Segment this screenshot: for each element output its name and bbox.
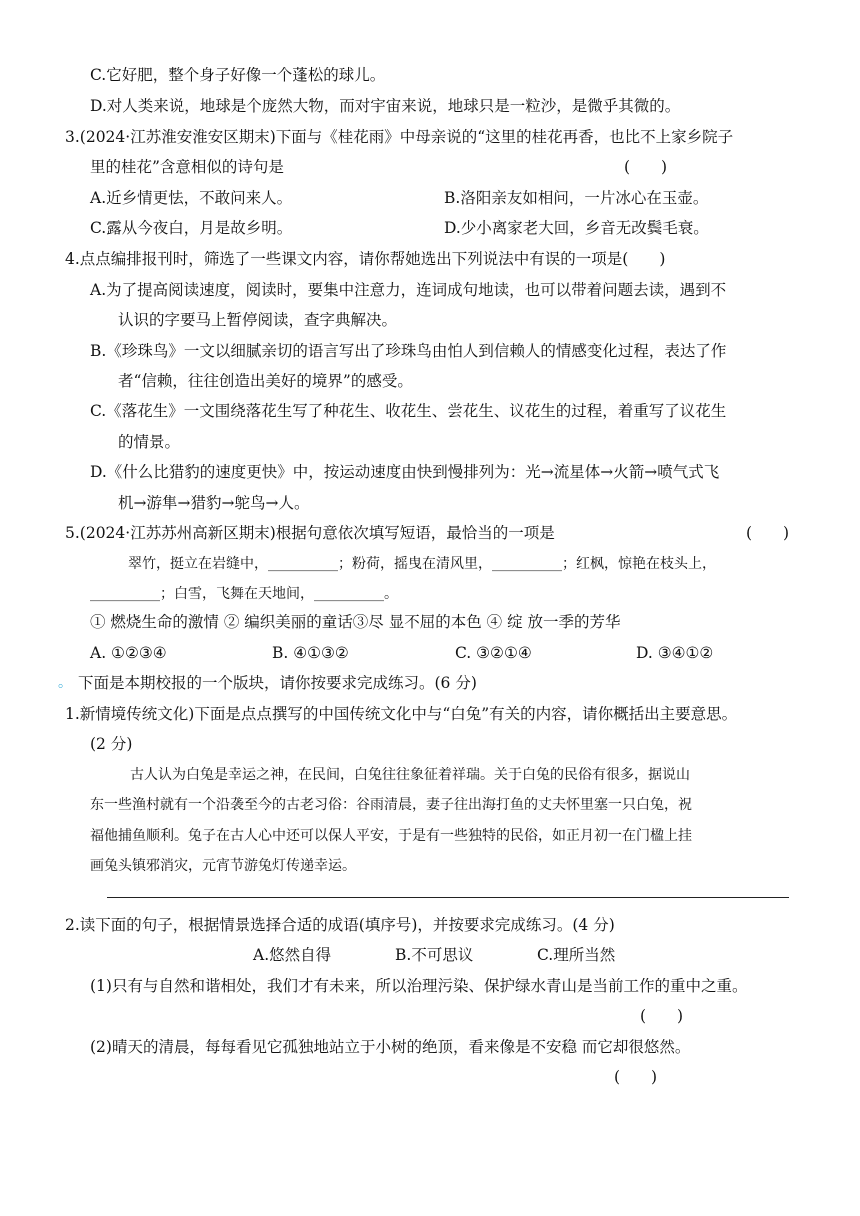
q3-stem-line2: 里的桂花”含意相似的诗句是 <box>90 158 284 176</box>
q5-answer-paren: ( ) <box>746 524 790 542</box>
q4-option-a-line1: A.为了提高阅读速度，阅读时，要集中注意力，连词成句地读，也可以带着问题去读，遇到不 <box>90 281 727 299</box>
s2-sentence-2: (2)晴天的清晨，每每看见它孤独地站立于小树的绝顶，看来像是不安稳 而它却很悠然。 <box>90 1038 691 1056</box>
section-title: 下面是本期校报的一个版块，请你按要求完成练习。(6 分) <box>78 674 477 692</box>
s2-option-c: C.理所当然 <box>537 946 616 964</box>
s2-sentence-1: (1)只有与自然和谐相处，我们才有未来，所以治理污染、保护绿水青山是当前工作的重中之重。 <box>90 977 748 995</box>
q3-answer-paren: ( ) <box>624 158 668 176</box>
q4-option-b-line1: B.《珍珠鸟》一文以细腻亲切的语言写出了珍珠鸟由怕人到信赖人的情感变化过程，表达了作 <box>90 342 727 360</box>
s2-answer-paren-1: ( ) <box>640 1007 684 1025</box>
q5-option-a: A. ①②③④ <box>90 644 167 662</box>
q3-option-d: D.少小离家老大回，乡音无改鬓毛衰。 <box>444 219 709 237</box>
s2-option-b: B.不可思议 <box>395 946 474 964</box>
q5-option-d: D. ③④①② <box>636 644 714 662</box>
s1-passage-line2: 东一些渔村就有一个沿袭至今的古老习俗：谷雨清晨，妻子往出海打鱼的丈夫怀里塞一只白兔，祝 <box>90 797 692 813</box>
s1-stem: 1.新情境传统文化)下面是点点撰写的中国传统文化中与“白兔”有关的内容，请你概括出主要意思。 <box>65 705 738 723</box>
q5-passage-line1: 翠竹，挺立在岩缝中，__________；粉荷，摇曳在清风里，__________；红枫，惊艳在枝头上， <box>128 556 716 572</box>
s1-passage-line3: 福他捕鱼顺利。兔子在古人心中还可以保人平安，于是有一些独特的民俗，如正月初一在门楹上挂 <box>90 828 692 844</box>
q2-option-c: C.它好肥，整个身子好像一个蓬松的球儿。 <box>90 66 386 84</box>
q4-stem: 4.点点编排报刊时，筛选了一些课文内容，请你帮她选出下列说法中有误的一项是( ) <box>65 250 666 268</box>
q4-option-d-line1: D.《什么比猎豹的速度更快》中，按运动速度由快到慢排列为：光→流星体→火箭→喷气式飞 <box>90 463 720 481</box>
s1-passage-line4: 画兔头镇邪消灾，元宵节游兔灯传递幸运。 <box>90 858 356 874</box>
q4-option-c-line2: 的情景。 <box>118 433 181 451</box>
s2-option-a: A.悠然自得 <box>253 946 332 964</box>
s1-passage-line1: 古人认为白兔是幸运之神，在民间，白兔往往象征着祥瑞。关于白兔的民俗有很多，据说山 <box>130 767 690 783</box>
q5-option-c: C. ③②①④ <box>455 644 532 662</box>
q5-passage-line2: __________；白雪，飞舞在天地间，__________。 <box>90 586 398 602</box>
q5-stem: 5.(2024·江苏苏州高新区期末)根据句意依次填写短语，最恰当的一项是 <box>65 524 555 542</box>
q3-option-c: C.露从今夜白，月是故乡明。 <box>90 219 293 237</box>
s2-stem: 2.读下面的句子，根据情景选择合适的成语(填序号)，并按要求完成练习。(4 分) <box>65 916 615 934</box>
s1-score: (2 分) <box>90 735 133 753</box>
q5-option-b: B. ④①③② <box>272 644 349 662</box>
q3-stem-line1: 3.(2024·江苏淮安淮安区期末)下面与《桂花雨》中母亲说的“这里的桂花再香，也比不上家乡院子 <box>65 128 734 146</box>
q2-option-d: D.对人类来说，地球是个庞然大物，而对宇宙来说，地球只是一粒沙，是微乎其微的。 <box>90 97 681 115</box>
section-marker: 。 <box>58 675 72 691</box>
q4-option-b-line2: 者“信赖，往往创造出美好的境界”的感受。 <box>118 372 413 390</box>
q4-option-a-line2: 认识的字要马上暂停阅读，查字典解决。 <box>118 311 398 329</box>
s1-answer-line[interactable] <box>107 897 789 898</box>
q5-phrase-list: ① 燃烧生命的激情 ② 编织美丽的童话③尽 显不屈的本色 ④ 绽 放一季的芳华 <box>90 613 621 631</box>
q3-option-b: B.洛阳亲友如相问，一片冰心在玉壶。 <box>444 189 709 207</box>
q4-option-c-line1: C.《落花生》一文围绕落花生写了种花生、收花生、尝花生、议花生的过程，着重写了议花生 <box>90 402 727 420</box>
q4-option-d-line2: 机→游隼→猎豹→鸵鸟→人。 <box>118 494 310 512</box>
s2-answer-paren-2: ( ) <box>614 1068 658 1086</box>
q3-option-a: A.近乡情更怯，不敢问来人。 <box>90 189 293 207</box>
